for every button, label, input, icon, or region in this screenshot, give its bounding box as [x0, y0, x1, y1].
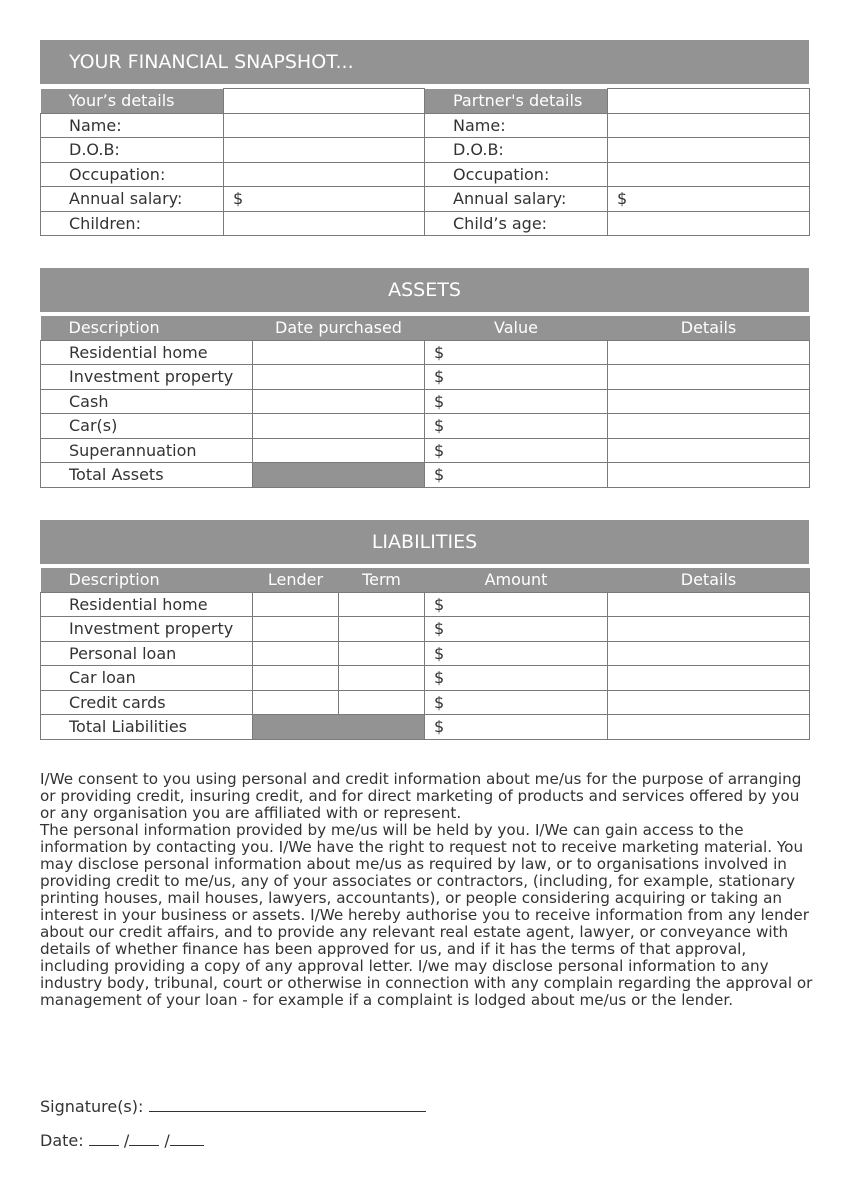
asset-value-field[interactable]: $	[425, 340, 608, 365]
details-row	[41, 187, 810, 212]
liability-term-field[interactable]	[339, 690, 425, 715]
assets-table	[40, 316, 810, 488]
table-row	[41, 641, 810, 666]
table-row	[41, 389, 810, 414]
yours-name-field[interactable]	[224, 113, 425, 138]
table-row	[41, 414, 810, 439]
details-row	[41, 113, 810, 138]
yours-dob-label: D.O.B:	[41, 138, 224, 163]
liability-term-field[interactable]	[339, 617, 425, 642]
asset-total-value-field[interactable]: $	[425, 463, 608, 488]
asset-description: Car(s)	[41, 414, 253, 439]
yours-salary-field[interactable]: $	[224, 187, 425, 212]
date-separator: /	[164, 1131, 170, 1150]
partner-occupation-label: Occupation:	[425, 162, 608, 187]
liability-details-field[interactable]	[608, 592, 810, 617]
partner-salary-label: Annual salary:	[425, 187, 608, 212]
liability-amount-field[interactable]: $	[425, 690, 608, 715]
assets-header-description: Description	[41, 316, 253, 340]
assets-header-details: Details	[608, 316, 810, 340]
asset-description: Residential home	[41, 340, 253, 365]
partner-childs-age-label: Child’s age:	[425, 211, 608, 236]
date-separator: /	[123, 1131, 130, 1150]
liability-term-field[interactable]	[339, 641, 425, 666]
liability-details-field[interactable]	[608, 641, 810, 666]
details-table	[40, 88, 810, 236]
date-year-line[interactable]	[170, 1130, 204, 1146]
details-row	[41, 162, 810, 187]
yours-dob-field[interactable]	[224, 138, 425, 163]
asset-description: Investment property	[41, 365, 253, 390]
yours-header-value	[224, 89, 425, 114]
asset-total-label: Total Assets	[41, 463, 253, 488]
asset-details-field[interactable]	[608, 414, 810, 439]
liability-total-shaded-cell	[253, 715, 425, 740]
asset-description: Cash	[41, 389, 253, 414]
liability-amount-field[interactable]: $	[425, 617, 608, 642]
liability-lender-field[interactable]	[253, 592, 339, 617]
yours-details-header: Your’s details	[41, 89, 224, 114]
consent-text	[40, 771, 815, 1009]
partner-salary-field[interactable]: $	[608, 187, 810, 212]
asset-date-field[interactable]	[253, 414, 425, 439]
liability-total-details-field[interactable]	[608, 715, 810, 740]
date-row	[40, 1130, 204, 1150]
asset-details-field[interactable]	[608, 389, 810, 414]
table-row-total	[41, 715, 810, 740]
partner-header-value	[608, 89, 810, 114]
table-row-total	[41, 463, 810, 488]
liability-lender-field[interactable]	[253, 617, 339, 642]
liability-term-field[interactable]	[339, 666, 425, 691]
asset-total-shaded-cell	[253, 463, 425, 488]
liabilities-header-amount: Amount	[425, 568, 608, 592]
asset-date-field[interactable]	[253, 340, 425, 365]
liability-details-field[interactable]	[608, 690, 810, 715]
liabilities-header-details: Details	[608, 568, 810, 592]
yours-occupation-label: Occupation:	[41, 162, 224, 187]
yours-children-field[interactable]	[224, 211, 425, 236]
table-row	[41, 365, 810, 390]
partner-dob-field[interactable]	[608, 138, 810, 163]
liability-lender-field[interactable]	[253, 690, 339, 715]
liability-description: Car loan	[41, 666, 253, 691]
partner-occupation-field[interactable]	[608, 162, 810, 187]
yours-name-label: Name:	[41, 113, 224, 138]
asset-date-field[interactable]	[253, 438, 425, 463]
yours-occupation-field[interactable]	[224, 162, 425, 187]
liabilities-header-lender: Lender	[253, 568, 339, 592]
liability-description: Personal loan	[41, 641, 253, 666]
asset-total-details-field[interactable]	[608, 463, 810, 488]
date-month-line[interactable]	[129, 1130, 159, 1146]
table-row	[41, 592, 810, 617]
yours-salary-label: Annual salary:	[41, 187, 224, 212]
asset-value-field[interactable]: $	[425, 414, 608, 439]
consent-paragraph-2: The personal information provided by me/us will be held by you. I/We can gain access to the information by contacting you. I/We have the right to request not to receive marketing material. You may disclose personal information about me/us as required by law, or to organisations involved in providing credit to me/us, any of your associates or contractors, (including, for example, stationary printing houses, mail houses, lawyers, accountants), or people considering acquiring or taking an interest in your business or assets. I/We hereby authorise you to receive information from any lender about our credit affairs, and to provide any relevant real estate agent, lawyer, or conveyance with details of whether finance has been approved for us, and if it has the terms of that approval, including providing a copy of any approval letter. I/we may disclose personal information to any industry body, tribunal, court or otherwise in connection with any complain regarding the approval or management of your loan - for example if a complaint is lodged about me/us or the lender.	[40, 821, 813, 1009]
liability-total-label: Total Liabilities	[41, 715, 253, 740]
partner-details-header: Partner's details	[425, 89, 608, 114]
asset-date-field[interactable]	[253, 365, 425, 390]
date-day-line[interactable]	[89, 1130, 119, 1146]
asset-description: Superannuation	[41, 438, 253, 463]
liability-description: Investment property	[41, 617, 253, 642]
liability-amount-field[interactable]: $	[425, 641, 608, 666]
details-row	[41, 211, 810, 236]
table-row	[41, 438, 810, 463]
asset-value-field[interactable]: $	[425, 438, 608, 463]
partner-childs-age-field[interactable]	[608, 211, 810, 236]
asset-value-field[interactable]: $	[425, 389, 608, 414]
liability-lender-field[interactable]	[253, 641, 339, 666]
consent-paragraph-1: I/We consent to you using personal and credit information about me/us for the purpose of arranging or providing credit, insuring credit, and for direct marketing of products and services offered by you or any organisation you are affiliated with or represent.	[40, 770, 802, 822]
assets-title: ASSETS	[40, 268, 809, 312]
liabilities-title: LIABILITIES	[40, 520, 809, 564]
liability-lender-field[interactable]	[253, 666, 339, 691]
liabilities-header-description: Description	[41, 568, 253, 592]
asset-details-field[interactable]	[608, 438, 810, 463]
asset-details-field[interactable]	[608, 365, 810, 390]
liability-amount-field[interactable]: $	[425, 666, 608, 691]
signature-label: Signature(s):	[40, 1097, 144, 1116]
table-row	[41, 340, 810, 365]
details-row	[41, 138, 810, 163]
table-row	[41, 617, 810, 642]
liability-description: Credit cards	[41, 690, 253, 715]
table-row	[41, 690, 810, 715]
asset-details-field[interactable]	[608, 340, 810, 365]
signature-line[interactable]	[149, 1096, 426, 1112]
date-label: Date:	[40, 1131, 84, 1150]
liabilities-table	[40, 568, 810, 740]
snapshot-title: YOUR FINANCIAL SNAPSHOT...	[40, 40, 809, 84]
partner-name-field[interactable]	[608, 113, 810, 138]
liability-term-field[interactable]	[339, 592, 425, 617]
liabilities-header-term: Term	[339, 568, 425, 592]
assets-header-date: Date purchased	[253, 316, 425, 340]
liability-details-field[interactable]	[608, 666, 810, 691]
liability-amount-field[interactable]: $	[425, 592, 608, 617]
liability-total-amount-field[interactable]: $	[425, 715, 608, 740]
partner-dob-label: D.O.B:	[425, 138, 608, 163]
asset-value-field[interactable]: $	[425, 365, 608, 390]
liability-details-field[interactable]	[608, 617, 810, 642]
liability-description: Residential home	[41, 592, 253, 617]
partner-name-label: Name:	[425, 113, 608, 138]
asset-date-field[interactable]	[253, 389, 425, 414]
table-row	[41, 666, 810, 691]
assets-header-value: Value	[425, 316, 608, 340]
signature-row	[40, 1096, 426, 1116]
yours-children-label: Children:	[41, 211, 224, 236]
